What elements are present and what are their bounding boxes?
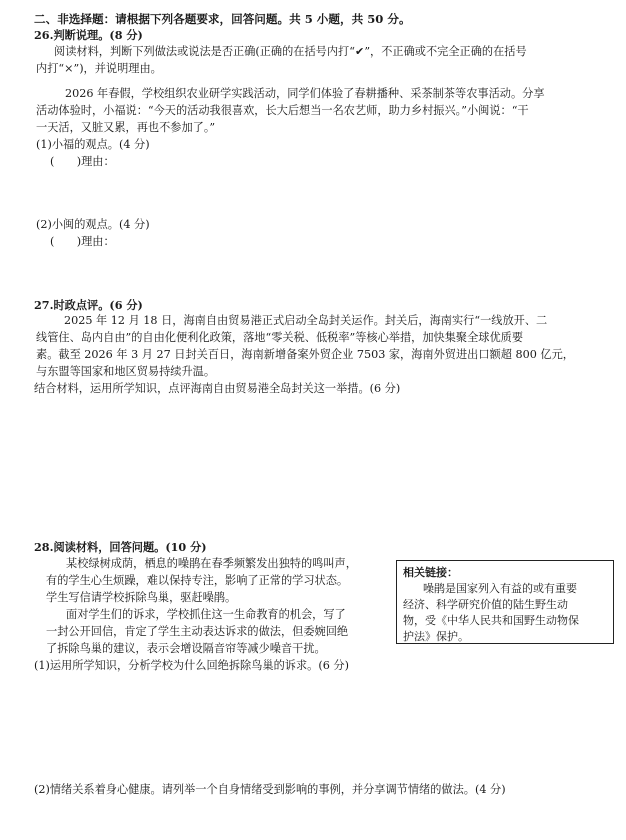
q26-sub2-answer[interactable]: ( )理由： [50, 235, 115, 248]
q28-material-line-1: 某校绿树成荫，栖息的噪鹃在春季频繁发出独特的鸣叫声， [66, 557, 357, 570]
q27-question: 结合材料，运用所学知识，点评海南自由贸易港全岛封关这一举措。(6 分) [34, 382, 401, 395]
q26-title: 26.判断说理。(8 分) [34, 28, 143, 42]
related-link-box [396, 560, 614, 644]
q27-title: 27.时政点评。(6 分) [34, 298, 143, 312]
q28-material-line-6: 了拆除鸟巢的建议，表示会增设隔音帘等减少噪音干扰。 [46, 642, 326, 655]
q28-material-line-5: 一封公开回信，肯定了学生主动表达诉求的做法，但委婉回绝 [46, 625, 349, 638]
q28-material-line-2: 有的学生心生烦躁，难以保持专注，影响了正常的学习状态。 [46, 574, 349, 587]
q28-sub2-prompt: (2)情绪关系着身心健康。请列举一个自身情绪受到影响的事例，并分享调节情绪的做法。(4 分) [34, 783, 506, 796]
q27-material-line-3: 素。截至 2026 年 3 月 27 日封关百日，海南新增备案外贸企业 7503 家，海南外贸进出口额超 800 亿元， [36, 348, 574, 361]
related-link-line-2: 经济、科学研究价值的陆生野生动 [403, 598, 568, 611]
q26-instruction-line-1: 阅读材料，判断下列做法或说法是否正确(正确的在括号内打“✔”，不正确或不完全正确的在括号 [54, 45, 527, 58]
q26-material-line-2: 活动体验时，小福说：“今天的活动我很喜欢，长大后想当一名农艺师，助力乡村振兴。”小闽说：“干 [36, 104, 529, 117]
q28-sub1-prompt: (1)运用所学知识，分析学校为什么回绝拆除鸟巢的诉求。(6 分) [34, 659, 349, 672]
related-link-line-1: 噪鹃是国家列入有益的或有重要 [423, 582, 577, 595]
related-link-title: 相关链接： [403, 566, 458, 579]
q26-material-line-3: 一天活，又脏又累，再也不参加了。” [36, 121, 216, 134]
q26-sub2-prompt: (2)小闽的观点。(4 分) [36, 218, 150, 231]
section-header: 二、非选择题：请根据下列各题要求，回答问题。共 5 小题，共 50 分。 [34, 12, 411, 26]
q28-title: 28.阅读材料，回答问题。(10 分) [34, 540, 207, 554]
related-link-line-4: 护法》保护。 [403, 630, 469, 643]
q27-material-line-2: 线管住、岛内自由”的自由化便利化政策，落地“零关税、低税率”等核心举措，加快集聚全球优质要 [36, 331, 524, 344]
related-link-line-3: 物，受《中华人民共和国野生动物保 [403, 614, 579, 627]
q27-material-line-1: 2025 年 12 月 18 日，海南自由贸易港正式启动全岛封关运作。封关后，海南实行“一线放开、二 [64, 314, 548, 327]
q26-material-line-1: 2026 年春假，学校组织农业研学实践活动，同学们体验了春耕播种、采茶制茶等农事活动。分享 [65, 87, 545, 100]
q27-material-line-4: 与东盟等国家和地区贸易持续升温。 [36, 365, 216, 378]
q26-sub1-prompt: (1)小福的观点。(4 分) [36, 138, 150, 151]
q26-instruction-line-2: 内打“×”)，并说明理由。 [36, 62, 162, 75]
q28-material-line-3: 学生写信请学校拆除鸟巢，驱赶噪鹃。 [46, 591, 237, 604]
q26-sub1-answer[interactable]: ( )理由： [50, 155, 115, 168]
q28-material-line-4: 面对学生们的诉求，学校抓住这一生命教育的机会，写了 [66, 608, 346, 621]
